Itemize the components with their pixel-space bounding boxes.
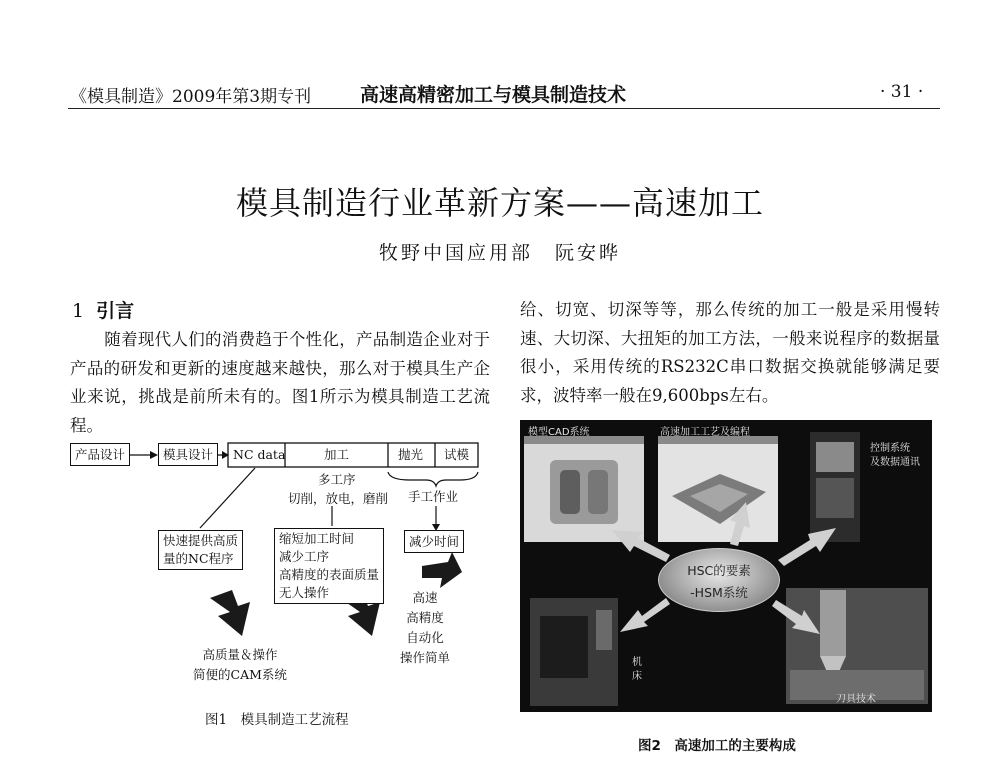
section-heading <box>72 296 134 323</box>
machining-benefit-1: 缩短加工时间 <box>279 531 355 546</box>
machining-note-methods: 切削，放电，磨削 <box>288 491 389 506</box>
flow-step-polish: 抛光 <box>398 447 424 462</box>
fig2-label-tool: 刀具技术 <box>836 694 876 705</box>
fig2-label-control-1: 控制系统 <box>870 443 910 454</box>
fig2-label-machine <box>632 656 642 684</box>
box-fast-nc-line1: 快速提供高质 <box>163 533 239 548</box>
figure2-caption: 图2 高速加工的主要构成 <box>638 738 796 754</box>
flow-step-mold-design: 模具设计 <box>158 443 218 466</box>
figure2-hsc-components <box>520 420 932 712</box>
running-header-journal: 《模具制造》2009年第3期专刊 <box>70 87 312 107</box>
box-fast-nc-line2: 量的NC程序 <box>163 551 234 566</box>
flow-step-product-design: 产品设计 <box>70 443 130 466</box>
header-rule <box>68 108 940 109</box>
box-reduce-time: 减少时间 <box>404 530 464 553</box>
result-machine-line2: 高精度 <box>406 610 444 625</box>
result-machine-line1: 高速 <box>412 590 438 605</box>
machining-benefit-4: 无人操作 <box>279 585 330 600</box>
box-machining-benefits <box>274 528 384 604</box>
article-title: 模具制造行业革新方案——高速加工 <box>235 184 764 222</box>
machining-benefit-2: 减少工序 <box>279 549 330 564</box>
manual-work-note: 手工作业 <box>408 489 459 504</box>
result-cam-line2: 简便的CAM系统 <box>193 667 287 682</box>
section-title: 引言 <box>96 300 135 322</box>
section-number: 1 <box>72 300 85 322</box>
fig2-label-machine-2: 床 <box>632 671 642 682</box>
fig2-hsc-hub <box>658 548 780 612</box>
result-cam-line1: 高质量＆操作 <box>202 647 278 662</box>
box-fast-nc-program <box>158 530 243 570</box>
fig2-label-control <box>870 442 920 470</box>
fig2-label-machine-1: 机 <box>632 657 642 668</box>
result-machine-line4: 操作简单 <box>400 650 451 665</box>
page-number: · 31 · <box>880 82 924 102</box>
article-author: 牧野中国应用部 阮安晔 <box>378 242 621 264</box>
running-header-topic: 高速高精密加工与模具制造技术 <box>360 84 627 106</box>
machining-benefit-3: 高精度的表面质量 <box>279 567 380 582</box>
figure1-caption: 图1 模具制造工艺流程 <box>205 712 349 728</box>
intro-paragraph-text: 随着现代人们的消费趋于个性化，产品制造企业对于产品的研发和更新的速度越来越快，那么对于模具生产企业来说，挑战是前所未有的。图1所示为模具制造工艺流程。 <box>70 330 490 435</box>
figure1-process-flow <box>70 440 490 730</box>
result-cam-system <box>193 645 287 685</box>
fig2-hub-line2: -HSM系统 <box>690 585 748 600</box>
result-machine-line3: 自动化 <box>406 630 444 645</box>
result-machine-features <box>400 588 450 668</box>
fig2-hub-line1: HSC的要素 <box>687 563 751 578</box>
fig2-label-control-2: 及数据通讯 <box>870 457 920 468</box>
fig2-label-cam: 高速加工工艺及编程 <box>660 427 750 438</box>
fig2-label-cad: 模型CAD系统 <box>528 427 590 438</box>
flow-step-tryout: 试模 <box>444 447 470 462</box>
left-column-paragraph <box>70 326 490 440</box>
right-column-paragraph: 给、切宽、切深等等，那么传统的加工一般是采用慢转速、大切深、大扭矩的加工方法，一般来说程序的数据量很小，采用传统的RS232C串口数据交换就能够满足要求，波特率一般在9,600bps左右。 <box>520 300 940 405</box>
flow-step-machining: 加工 <box>324 447 350 462</box>
machining-note-multi-process: 多工序 <box>318 472 356 487</box>
flow-step-nc-data: NC data <box>233 447 286 462</box>
